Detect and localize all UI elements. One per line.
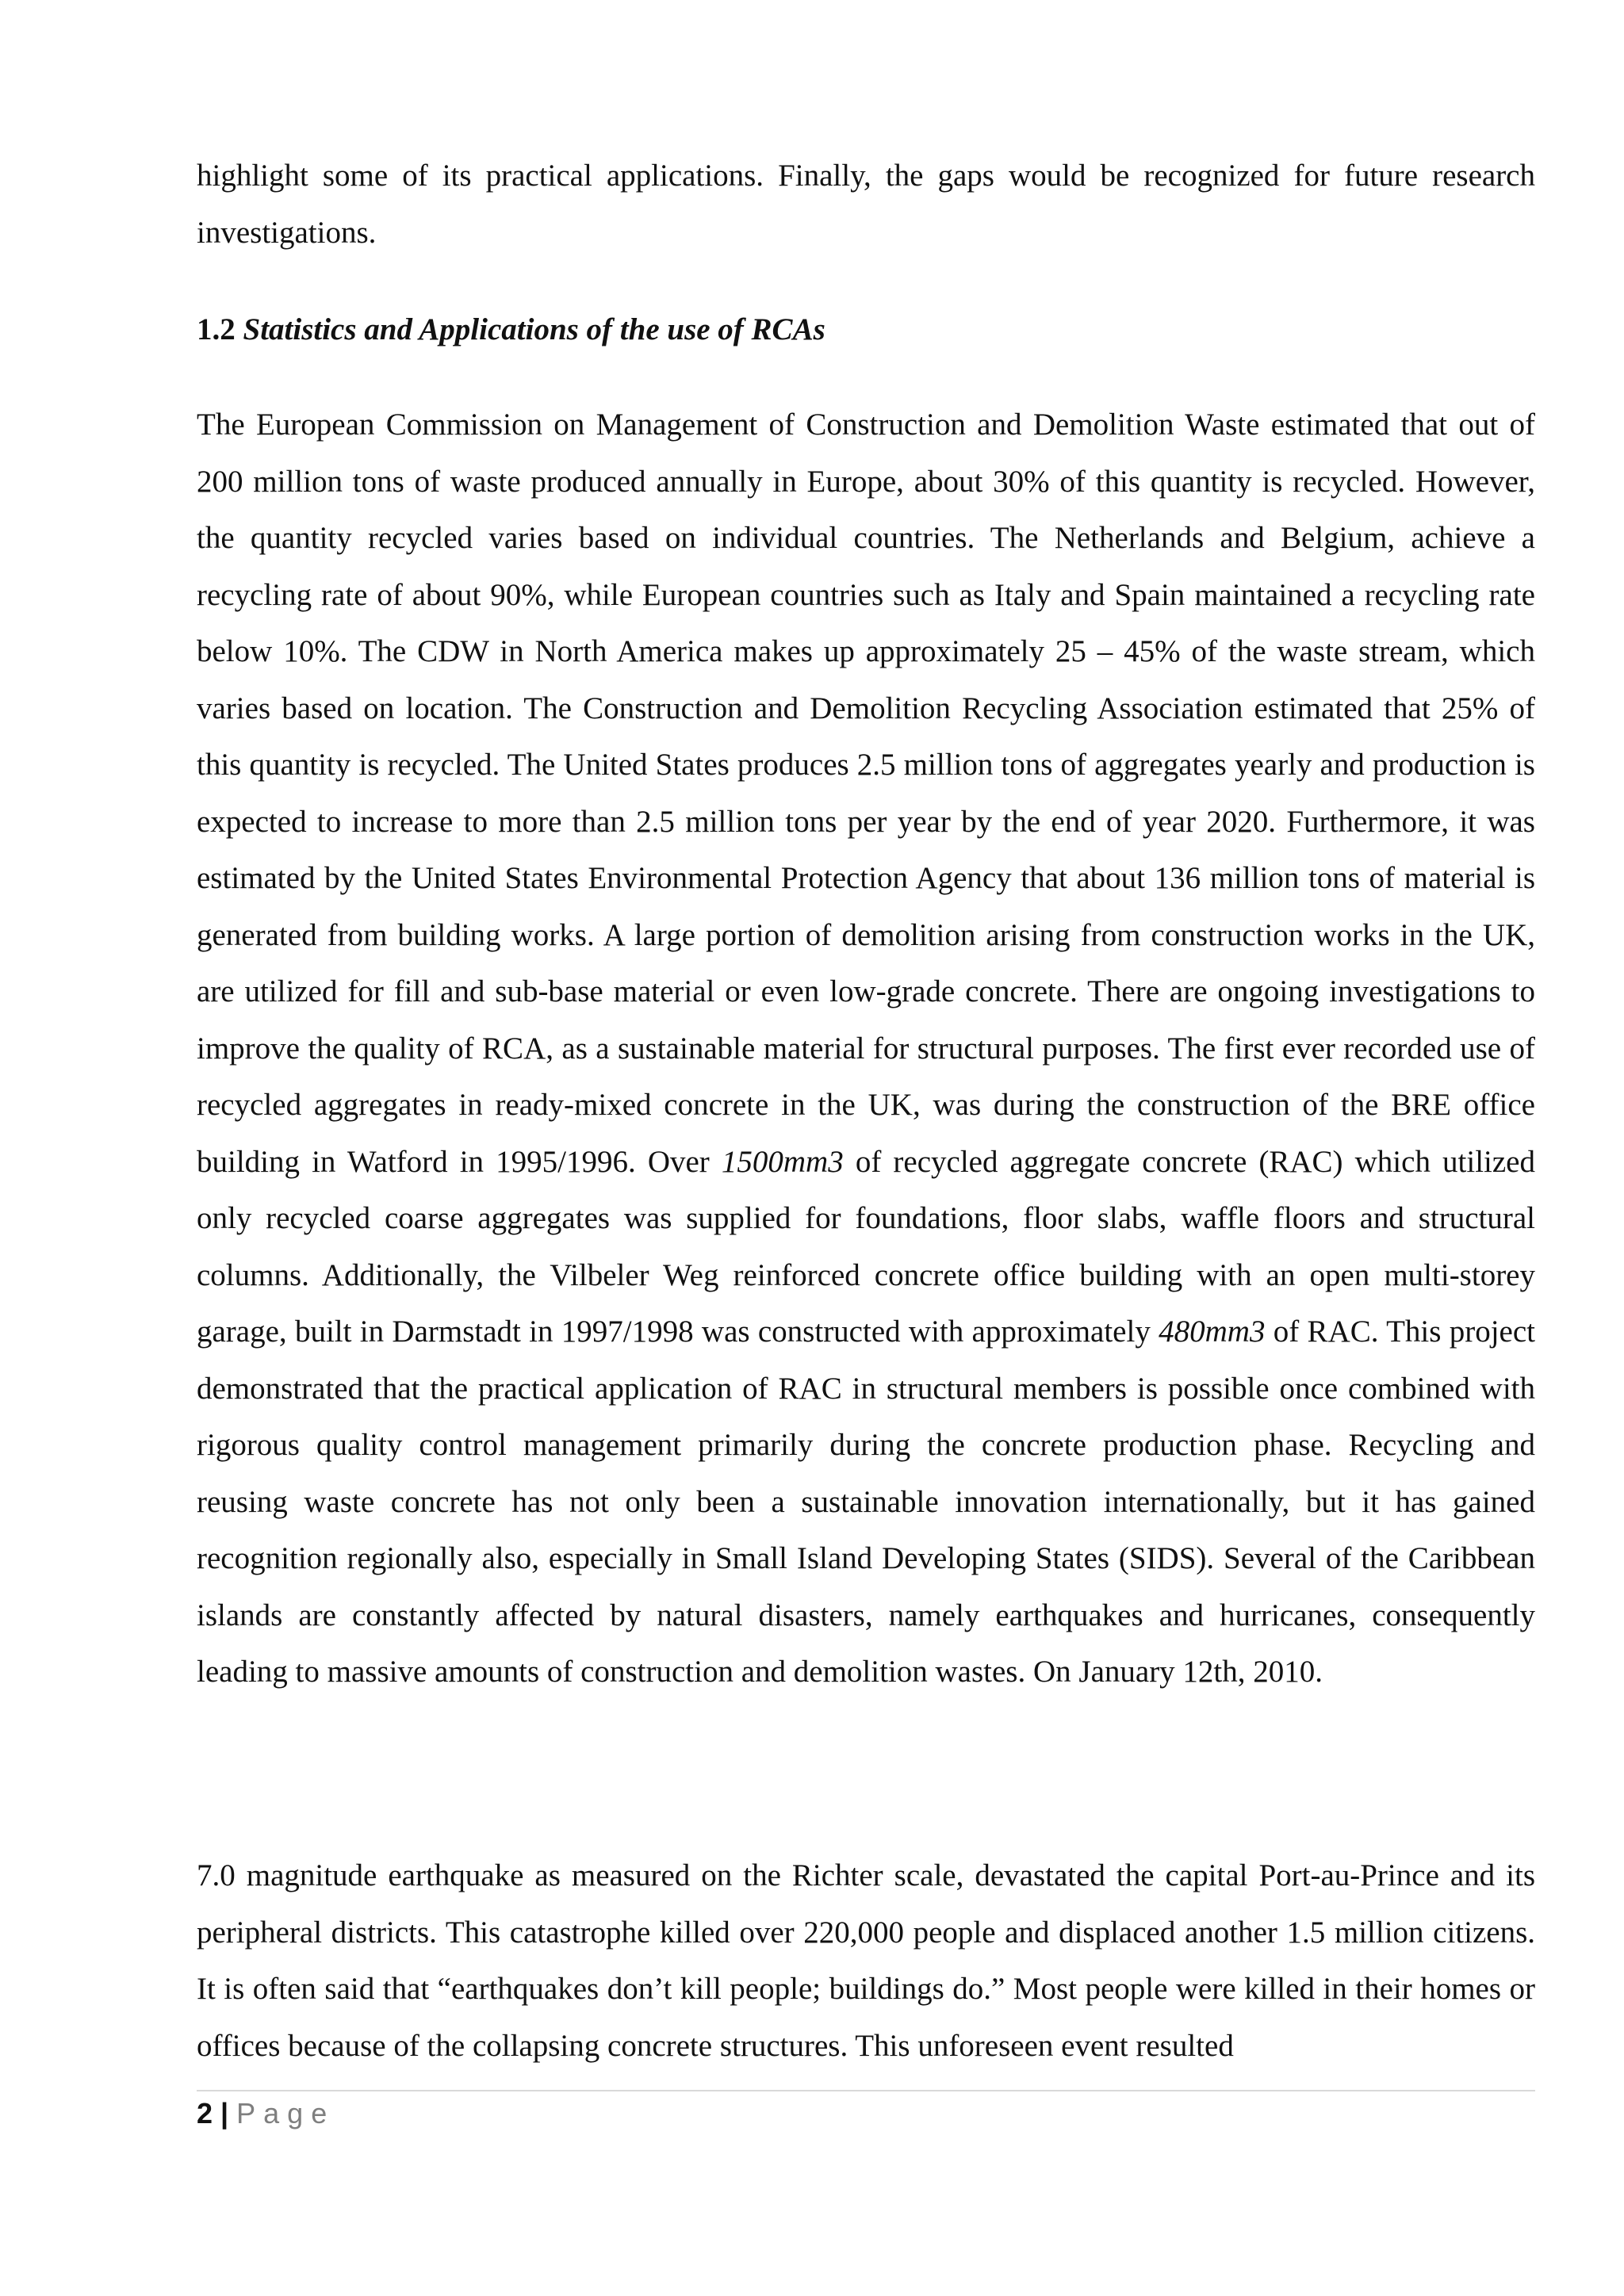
page-footer: [197, 2095, 335, 2133]
volume-value-1: 1500mm3: [721, 1144, 844, 1179]
footer-divider: [197, 2090, 1535, 2091]
main-paragraph-part2: of recycled aggregate concrete (RAC) which utilized only recycled coarse aggregates was supplied for foundations, floor slabs, waffle floors and structural columns. Additionally, the Vilbeler Weg reinforced concrete office building with an open multi-storey garage, built in Darmstadt in 1997/1998 was constructed with approximately: [197, 1144, 1535, 1349]
volume-value-2: 480mm3: [1159, 1314, 1266, 1349]
main-paragraph-part3: of RAC. This project demonstrated that the practical application of RAC in structural members is possible once combined with rigorous quality control management primarily during the concrete production phase. Recycling and reusing waste concrete has not only been a sustainable innovation internationally, but it has gained recognition regionally also, especially in Small Island Developing States (SIDS). Several of the Caribbean islands are constantly affected by natural disasters, namely earthquakes and hurricanes, consequently leading to massive amounts of construction and demolition wastes. On January 12th, 2010.: [197, 1314, 1535, 1689]
page-number: 2: [197, 2097, 213, 2130]
footer-separator: |: [220, 2097, 229, 2130]
section-heading: [197, 301, 825, 358]
section-number: 1.2: [197, 312, 236, 346]
earthquake-paragraph: 7.0 magnitude earthquake as measured on the Richter scale, devastated the capital Port-au-Prince and its peripheral districts. This catastrophe killed over 220,000 people and displaced another 1.5 million citizens. It is often said that “earthquakes don’t kill people; buildings do.” Most people were killed in their homes or offices because of the collapsing concrete structures. This unforeseen event resulted: [197, 1858, 1535, 2063]
intro-paragraph: highlight some of its practical applications. Finally, the gaps would be recognized for future research investigations.: [197, 159, 1535, 250]
section-title: Statistics and Applications of the use of RCAs: [243, 312, 825, 346]
main-paragraph-part1: The European Commission on Management of Construction and Demolition Waste estimated that out of 200 million tons of waste produced annually in Europe, about 30% of this quantity is recycled. However, the quantity recycled varies based on individual countries. The Netherlands and Belgium, achieve a recycling rate of about 90%, while European countries such as Italy and Spain maintained a recycling rate below 10%. The CDW in North America makes up approximately 25 – 45% of the waste stream, which varies based on location. The Construction and Demolition Recycling Association estimated that 25% of this quantity is recycled. The United States produces 2.5 million tons of aggregates yearly and production is expected to increase to more than 2.5 million tons per year by the end of year 2020. Furthermore, it was estimated by the United States Environmental Protection Agency that about 136 million tons of material is generated from building works. A large portion of demolition arising from construction works in the UK, are utilized for fill and sub-base material or even low-grade concrete. There are ongoing investigations to improve the quality of RCA, as a sustainable material for structural purposes. The first ever recorded use of recycled aggregates in ready-mixed concrete in the UK, was during the construction of the BRE office building in Watford in 1995/1996. Over: [197, 408, 1535, 1179]
main-paragraph: [197, 396, 1535, 1701]
page-label: Page: [236, 2097, 335, 2130]
